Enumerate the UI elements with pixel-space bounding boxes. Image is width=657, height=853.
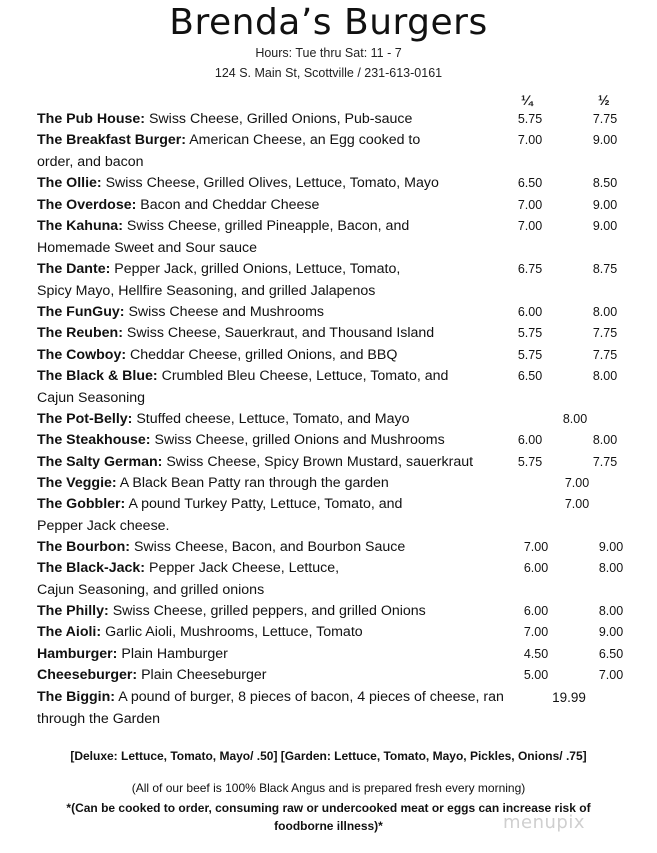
price-quarter: 7.00 (517, 133, 543, 147)
price-half: 9.00 (592, 133, 618, 147)
item-name: The Philly: (37, 603, 109, 619)
price-single: 7.00 (564, 476, 590, 490)
item-description: Swiss Cheese, grilled Onions and Mushrooms (154, 432, 445, 448)
item-description: Pepper Jack, grilled Onions, Lettuce, Tomato, Spicy Mayo, Hellfire Seasoning, and grilled Jalapenos (37, 261, 401, 299)
restaurant-title: Brenda’s Burgers (169, 2, 488, 43)
menu-item (37, 601, 507, 623)
menu-item (37, 537, 507, 559)
menu-item (37, 259, 437, 302)
item-name: The Bourbon: (37, 539, 130, 555)
menu-item (37, 195, 507, 217)
price-quarter: 4.50 (523, 647, 549, 661)
price-half: 9.00 (592, 219, 618, 233)
item-name: The Black & Blue: (37, 368, 158, 384)
menu-item (37, 345, 507, 367)
price-quarter: 6.00 (517, 305, 543, 319)
price-quarter: 6.50 (517, 369, 543, 383)
price-half: 7.75 (592, 348, 618, 362)
price-quarter: 6.50 (517, 176, 543, 190)
menu-item (37, 302, 507, 324)
column-header-quarter: ¼ (521, 92, 533, 108)
menu-item (37, 409, 507, 431)
item-name: The Aioli: (37, 624, 102, 640)
item-name: The Steakhouse: (37, 432, 151, 448)
price-half: 8.00 (598, 604, 624, 618)
price-quarter: 6.00 (517, 433, 543, 447)
item-description: Pepper Jack Cheese, Lettuce, Cajun Seasoning, and grilled onions (37, 560, 340, 598)
menu-item (37, 687, 517, 730)
item-description: Cheddar Cheese, grilled Onions, and BBQ (130, 347, 398, 363)
hours-line: Hours: Tue thru Sat: 11 - 7 (255, 46, 402, 60)
item-description: Stuffed cheese, Lettuce, Tomato, and Mayo (136, 411, 410, 427)
item-description: American Cheese, an Egg cooked to order, and bacon (37, 132, 421, 170)
price-half: 6.50 (598, 647, 624, 661)
menu-item (37, 494, 437, 537)
price-quarter: 5.75 (517, 455, 543, 469)
item-description: A Black Bean Patty ran through the garden (119, 475, 389, 491)
item-name: The Pot-Belly: (37, 411, 133, 427)
menu-item (37, 558, 367, 601)
price-single: 8.00 (562, 412, 588, 426)
address-line: 124 S. Main St, Scottville / 231-613-0161 (214, 66, 443, 80)
price-quarter: 7.00 (523, 540, 549, 554)
item-description: Garlic Aioli, Mushrooms, Lettuce, Tomato (105, 624, 363, 640)
item-description: A pound of burger, 8 pieces of bacon, 4 pieces of cheese, ran through the Garden (37, 689, 504, 727)
price-quarter: 6.00 (523, 604, 549, 618)
item-description: Swiss Cheese, grilled peppers, and grilled Onions (112, 603, 426, 619)
menu-item (37, 665, 507, 687)
price-half: 9.00 (598, 625, 624, 639)
item-description: Swiss Cheese, Sauerkraut, and Thousand Island (126, 325, 435, 341)
item-description: A pound Turkey Patty, Lettuce, Tomato, and Pepper Jack cheese. (37, 496, 403, 534)
price-half: 7.75 (592, 112, 618, 126)
price-quarter: 6.75 (517, 262, 543, 276)
item-description: Swiss Cheese, Grilled Onions, Pub-sauce (148, 111, 413, 127)
item-description: Plain Hamburger (121, 646, 228, 662)
item-name: The Pub House: (37, 111, 145, 127)
price-quarter: 5.75 (517, 326, 543, 340)
price-half: 7.00 (598, 668, 624, 682)
item-name: The FunGuy: (37, 304, 125, 320)
item-name: The Dante: (37, 261, 111, 277)
menu-item (37, 323, 507, 345)
price-half: 8.00 (598, 561, 624, 575)
item-name: The Kahuna: (37, 218, 123, 234)
item-description: Swiss Cheese, Grilled Olives, Lettuce, Tomato, Mayo (105, 175, 439, 191)
item-name: The Breakfast Burger: (37, 132, 187, 148)
item-name: Hamburger: (37, 646, 118, 662)
column-header-half: ½ (598, 92, 610, 108)
item-name: The Cowboy: (37, 347, 127, 363)
price-single: 7.00 (564, 497, 590, 511)
price-quarter: 5.75 (517, 348, 543, 362)
price-half: 7.75 (592, 326, 618, 340)
price-half: 8.50 (592, 176, 618, 190)
price-quarter: 5.00 (523, 668, 549, 682)
item-description: Bacon and Cheddar Cheese (140, 197, 320, 213)
price-half: 7.75 (592, 455, 618, 469)
item-name: The Ollie: (37, 175, 102, 191)
item-description: Plain Cheeseburger (141, 667, 267, 683)
menu-item (37, 173, 507, 195)
menu-item (37, 130, 432, 173)
item-description: Crumbled Bleu Cheese, Lettuce, Tomato, and Cajun Seasoning (37, 368, 449, 406)
price-half: 9.00 (598, 540, 624, 554)
item-name: The Veggie: (37, 475, 117, 491)
item-description: Swiss Cheese, Bacon, and Bourbon Sauce (133, 539, 406, 555)
price-half: 8.00 (592, 369, 618, 383)
menu-item (37, 366, 477, 409)
item-name: The Overdose: (37, 197, 137, 213)
price-half: 8.00 (592, 433, 618, 447)
item-description: Swiss Cheese, grilled Pineapple, Bacon, and Homemade Sweet and Sour sauce (37, 218, 410, 256)
item-name: The Salty German: (37, 454, 163, 470)
beef-note: (All of our beef is 100% Black Angus and is prepared fresh every morning) (131, 781, 526, 795)
menu-item (37, 644, 507, 666)
price-quarter: 5.75 (517, 112, 543, 126)
menu-item (37, 622, 507, 644)
menu-item (37, 430, 507, 452)
watermark-logo: menupix (503, 812, 586, 833)
item-name: The Reuben: (37, 325, 123, 341)
item-name: Cheeseburger: (37, 667, 138, 683)
price-quarter: 7.00 (517, 219, 543, 233)
price-half: 8.00 (592, 305, 618, 319)
item-name: The Black-Jack: (37, 560, 146, 576)
price-single: 19.99 (552, 690, 586, 705)
price-quarter: 6.00 (523, 561, 549, 575)
menu-item (37, 216, 437, 259)
menu-item (37, 109, 507, 131)
extras-options: [Deluxe: Lettuce, Tomato, Mayo/ .50] [Garden: Lettuce, Tomato, Mayo, Pickles, Onions/ .75] (70, 749, 587, 763)
item-description: Swiss Cheese and Mushrooms (128, 304, 324, 320)
item-name: The Gobbler: (37, 496, 126, 512)
menu-item (37, 473, 507, 495)
consumption-warning: *(Can be cooked to order, consuming raw or undercooked meat or eggs can increase risk of foodborne illness)* (66, 801, 591, 833)
item-name: The Biggin: (37, 689, 116, 705)
menu-item (37, 452, 512, 474)
item-description: Swiss Cheese, Spicy Brown Mustard, sauerkraut (166, 454, 474, 470)
price-half: 9.00 (592, 198, 618, 212)
price-quarter: 7.00 (523, 625, 549, 639)
price-quarter: 7.00 (517, 198, 543, 212)
price-half: 8.75 (592, 262, 618, 276)
